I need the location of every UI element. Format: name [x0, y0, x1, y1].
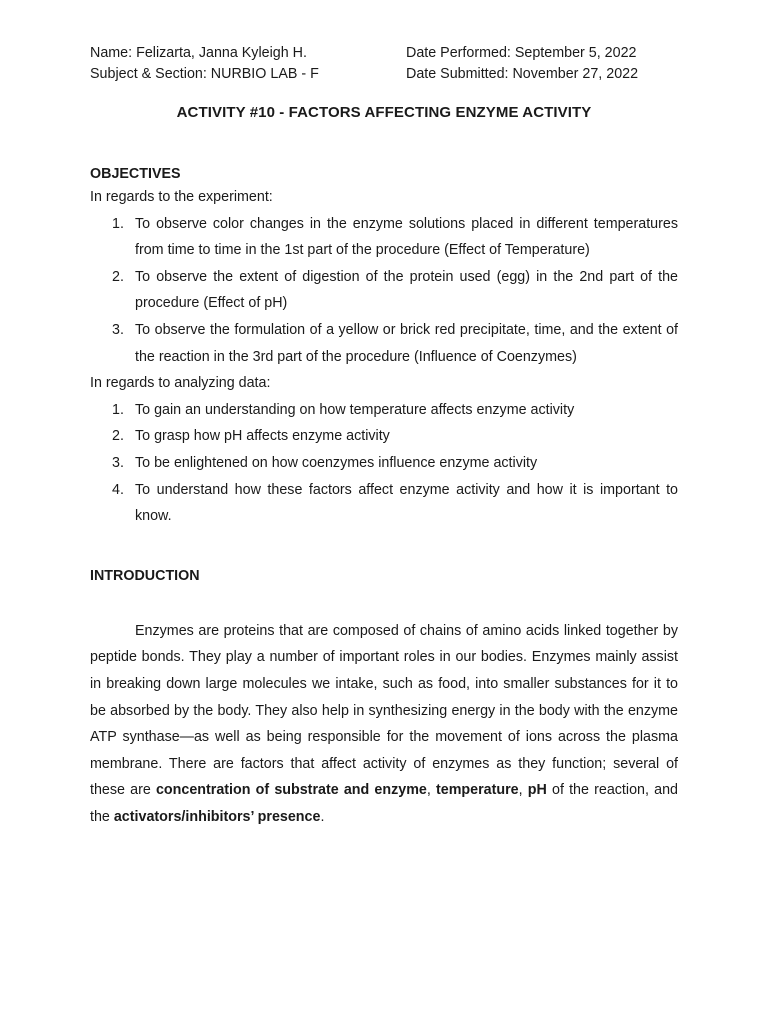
intro-separator: , [518, 782, 528, 799]
list-number: 4. [112, 481, 124, 498]
intro-bold-term: temperature [436, 782, 519, 799]
introduction-paragraph [90, 618, 678, 831]
date-performed: Date Performed: September 5, 2022 [406, 45, 637, 61]
list-item [90, 477, 678, 530]
list-number: 3. [112, 321, 124, 338]
list-item [90, 317, 678, 370]
intro-text: of the reaction, and the [90, 782, 678, 825]
list-number: 2. [112, 268, 124, 285]
list-item [90, 423, 678, 450]
date-submitted: Date Submitted: November 27, 2022 [406, 66, 639, 82]
list-item-text: To grasp how pH affects enzyme activity [135, 428, 390, 445]
list-item-text: To observe the formulation of a yellow or brick red precipitate, time, and the extent of the reaction in the 3rd part of the procedure (Influence of Coenzymes) [135, 321, 678, 365]
list-item [90, 450, 678, 477]
intro-text: Enzymes are proteins that are composed of chains of amino acids linked together by peptide bonds. They play a number of important roles in our bodies. Enzymes mainly assist in breaking down large molecules we intake, such as food, into smaller substances for it to be absorbed by the body. They also help in synthesizing energy in the body with the enzyme ATP synthase—as well as being responsible for the movement of ions across the plasma membrane. There are factors that affect activity of enzymes as they function; several of these are [90, 622, 678, 799]
analysis-intro: In regards to analyzing data: [90, 375, 271, 392]
list-item [90, 264, 678, 317]
list-number: 3. [112, 454, 124, 471]
introduction-heading: INTRODUCTION [90, 567, 200, 584]
list-item-text: To understand how these factors affect enzyme activity and how it is important to know. [135, 481, 678, 525]
intro-text: . [320, 808, 325, 825]
list-number: 1. [112, 401, 124, 418]
intro-separator: , [426, 782, 436, 799]
list-item-text: To observe color changes in the enzyme solutions placed in different temperatures from time to time in the 1st part of the procedure (Effect of Temperature) [135, 215, 678, 259]
list-number: 1. [112, 215, 124, 232]
list-item-text: To gain an understanding on how temperature affects enzyme activity [135, 401, 575, 418]
student-name: Name: Felizarta, Janna Kyleigh H. [90, 45, 307, 61]
subject-section: Subject & Section: NURBIO LAB - F [90, 66, 319, 82]
intro-bold-term: pH [527, 782, 547, 799]
experiment-objectives-list [90, 211, 678, 371]
list-item-text: To be enlightened on how coenzymes influence enzyme activity [135, 454, 538, 471]
intro-bold-term: activators/inhibitors’ presence [113, 808, 321, 825]
objectives-heading: OBJECTIVES [90, 166, 181, 182]
document-header [90, 44, 678, 84]
analysis-objectives-list [90, 397, 678, 530]
activity-title: ACTIVITY #10 - FACTORS AFFECTING ENZYME ACTIVITY [176, 104, 592, 121]
list-item [90, 397, 678, 424]
intro-bold-term: concentration of substrate and enzyme [155, 782, 427, 799]
experiment-intro: In regards to the experiment: [90, 189, 273, 205]
list-item-text: To observe the extent of digestion of the protein used (egg) in the 2nd part of the procedure (Effect of pH) [135, 268, 678, 312]
list-item [90, 211, 678, 264]
document-page [90, 44, 678, 845]
list-number: 2. [112, 428, 124, 445]
